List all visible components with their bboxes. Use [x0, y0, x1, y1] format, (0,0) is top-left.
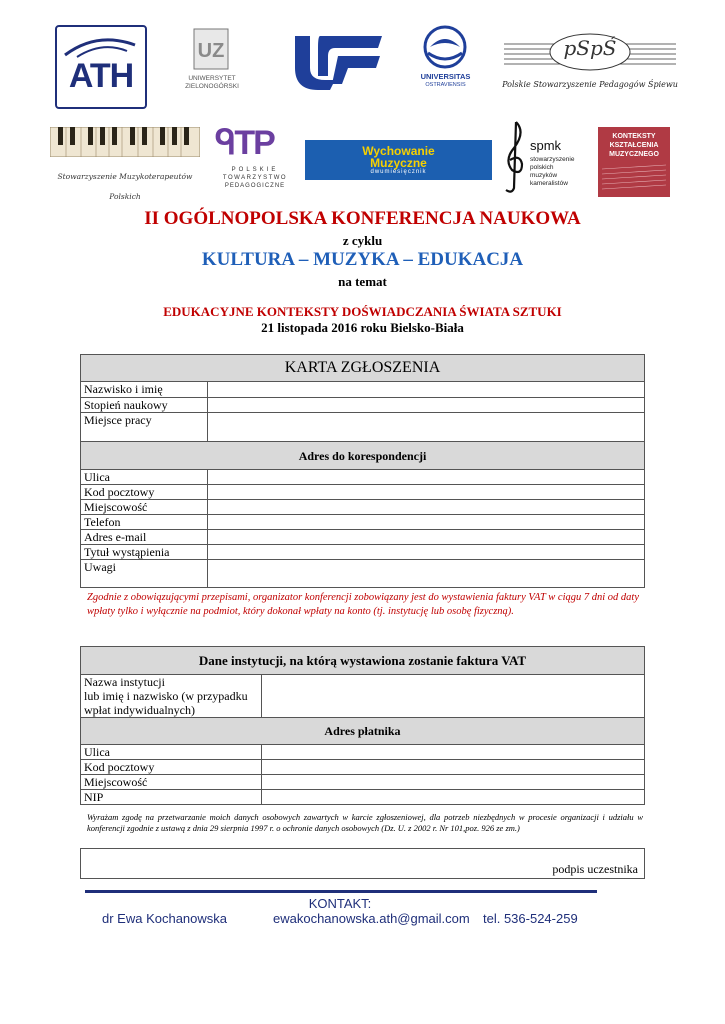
piano-keys-icon — [50, 127, 200, 157]
field-label: Kod pocztowy — [81, 485, 208, 500]
address-header — [81, 442, 645, 470]
field-label: Ulica — [81, 745, 262, 760]
ptp-line-2: TOWARZYSTWO — [222, 175, 288, 181]
institution-label-line: Nazwa instytucji — [84, 675, 165, 689]
kkm-line-2: KSZTAŁCENIA — [609, 142, 659, 149]
psps-logo — [500, 32, 680, 97]
field-label: Tytuł wystąpienia — [81, 545, 208, 560]
spmk-logo — [500, 118, 590, 198]
conference-title: II OGÓLNOPOLSKA KONFERENCJA NAUKOWA — [144, 208, 581, 229]
invoice-title — [81, 647, 645, 675]
payer-nip-input[interactable] — [262, 790, 645, 805]
name-input[interactable] — [208, 382, 645, 398]
ath-logo — [55, 25, 147, 109]
us-logo-graphic — [290, 28, 385, 93]
uz-emblem-icon — [182, 25, 242, 73]
ptp-mark: ᑫTP — [215, 124, 274, 162]
registration-form — [80, 354, 645, 588]
institution-label-line: wpłat indywidualnych) — [84, 703, 195, 717]
spmk-mark: spmk — [530, 138, 562, 153]
degree-input[interactable] — [208, 398, 645, 413]
topic-prefix: na temat — [338, 274, 387, 289]
spmk-line-4: kameralistów — [530, 180, 568, 187]
kkm-notes-icon — [602, 163, 666, 193]
contact-email[interactable]: ewakochanowska.ath@gmail.com — [273, 911, 470, 926]
field-label: Nazwisko i imię — [81, 382, 208, 398]
signature-label: podpis uczestnika — [552, 862, 638, 876]
cycle-title: KULTURA – MUZYKA – EDUKACJA — [201, 249, 524, 270]
uo-line-2: OSTRAVIENSIS — [425, 82, 466, 88]
contact-name: dr Ewa Kochanowska — [102, 911, 228, 926]
vat-note: Zgodnie z obowiązującymi przepisami, organizator konferencji zobowiązany jest do wystawienia faktury VAT w ciągu 7 dni od daty wpłaty tylko i wyłącznie na podmiot, który dokonał wpłaty na konto (tj. instytucję lub osobę fizyczną). — [87, 592, 640, 617]
uz-logo — [182, 25, 242, 105]
ptp-logo — [215, 124, 295, 197]
spmk-line-1: stowarzyszenie — [530, 156, 575, 163]
email-input[interactable] — [208, 530, 645, 545]
ptp-line-3: PEDAGOGICZNE — [224, 183, 286, 189]
postal-code-input[interactable] — [208, 485, 645, 500]
institution-label-line: lub imię i nazwisko (w przypadku — [84, 689, 248, 703]
field-label: Miejsce pracy — [81, 413, 208, 442]
svg-text:UZ: UZ — [197, 40, 225, 62]
phone-input[interactable] — [208, 515, 645, 530]
uo-logo — [408, 25, 483, 95]
invoice-title-text: Dane instytucji, na którą wystawiona zostanie faktura VAT — [198, 652, 527, 668]
ptp-line-1: POLSKIE — [231, 167, 279, 173]
psps-name: Polskie Stowarzyszenie Pedagogów Śpiewu — [502, 80, 678, 89]
ath-logo-text: ATH — [68, 57, 134, 95]
institution-label — [81, 675, 262, 718]
smk-line-1: Stowarzyszenie Muzykoterapeutów — [57, 172, 193, 181]
kkm-logo — [598, 127, 670, 197]
psps-mark: pSpŚ — [563, 36, 617, 60]
payer-street-input[interactable] — [262, 745, 645, 760]
wm-logo — [305, 140, 492, 180]
uo-emblem-icon — [408, 25, 483, 71]
talk-title-input[interactable] — [208, 545, 645, 560]
field-label: Miejscowość — [81, 500, 208, 515]
street-input[interactable] — [208, 470, 645, 485]
topic-title: EDUKACYJNE KONTEKSTY DOŚWIADCZANIA ŚWIATA SZTUKI — [163, 304, 562, 319]
conference-date: 21 listopada 2016 roku Bielsko-Biała — [261, 320, 464, 335]
us-logo — [290, 28, 385, 93]
address-header-text: Adres do korespondencji — [298, 448, 427, 463]
payer-city-input[interactable] — [262, 775, 645, 790]
notes-input[interactable] — [208, 560, 645, 588]
field-label: Kod pocztowy — [81, 760, 262, 775]
treble-clef-icon — [500, 118, 530, 193]
field-label: Stopień naukowy — [81, 398, 208, 413]
kkm-line-3: MUZYCZNEGO — [609, 151, 659, 158]
smk-logo — [50, 127, 200, 207]
signature-box[interactable] — [80, 848, 645, 879]
spmk-line-3: muzyków — [530, 172, 558, 179]
invoice-form — [80, 646, 645, 805]
wm-line-2: Muzyczne — [370, 156, 427, 170]
field-label: Adres e-mail — [81, 530, 208, 545]
smk-line-2: Polskich — [109, 192, 141, 201]
contact-label: KONTAKT: — [308, 896, 372, 911]
uo-line-1: UNIVERSITAS — [420, 72, 471, 81]
wm-line-1: Wychowanie — [362, 144, 435, 158]
consent-text: Wyrażam zgodę na przetwarzanie moich danych osobowych zawartych w karcie zgłoszeniowej, dla potrzeb niezbędnych w procesie organizacji i udziału w konferencji zgodnie z ustawą z dnia 29 sierpnia 1997 r. o ochronie danych osobowych (Dz. U. z 2002 r. Nr 101,poz. 926 ze zm.) — [87, 812, 643, 833]
footer-divider — [85, 890, 597, 893]
spmk-line-2: polskich — [530, 164, 554, 171]
payer-header-text: Adres płatnika — [324, 724, 401, 738]
uz-line-1: UNIWERSYTET — [188, 75, 236, 82]
payer-header — [81, 718, 645, 745]
field-label: Miejscowość — [81, 775, 262, 790]
institution-input[interactable] — [262, 675, 645, 718]
wm-sub: dwumiesięcznik — [370, 169, 427, 175]
contact-phone: tel. 536-524-259 — [483, 911, 578, 926]
workplace-input[interactable] — [208, 413, 645, 442]
form-title — [81, 355, 645, 382]
field-label: Uwagi — [81, 560, 208, 588]
form-title-text: KARTA ZGŁOSZENIA — [284, 359, 441, 376]
kkm-line-1: KONTEKSTY — [612, 133, 656, 140]
payer-postal-input[interactable] — [262, 760, 645, 775]
field-label: Ulica — [81, 470, 208, 485]
city-input[interactable] — [208, 500, 645, 515]
field-label: NIP — [81, 790, 262, 805]
cycle-prefix: z cyklu — [342, 233, 383, 248]
uz-line-2: ZIELONOGÓRSKI — [185, 83, 239, 90]
field-label: Telefon — [81, 515, 208, 530]
